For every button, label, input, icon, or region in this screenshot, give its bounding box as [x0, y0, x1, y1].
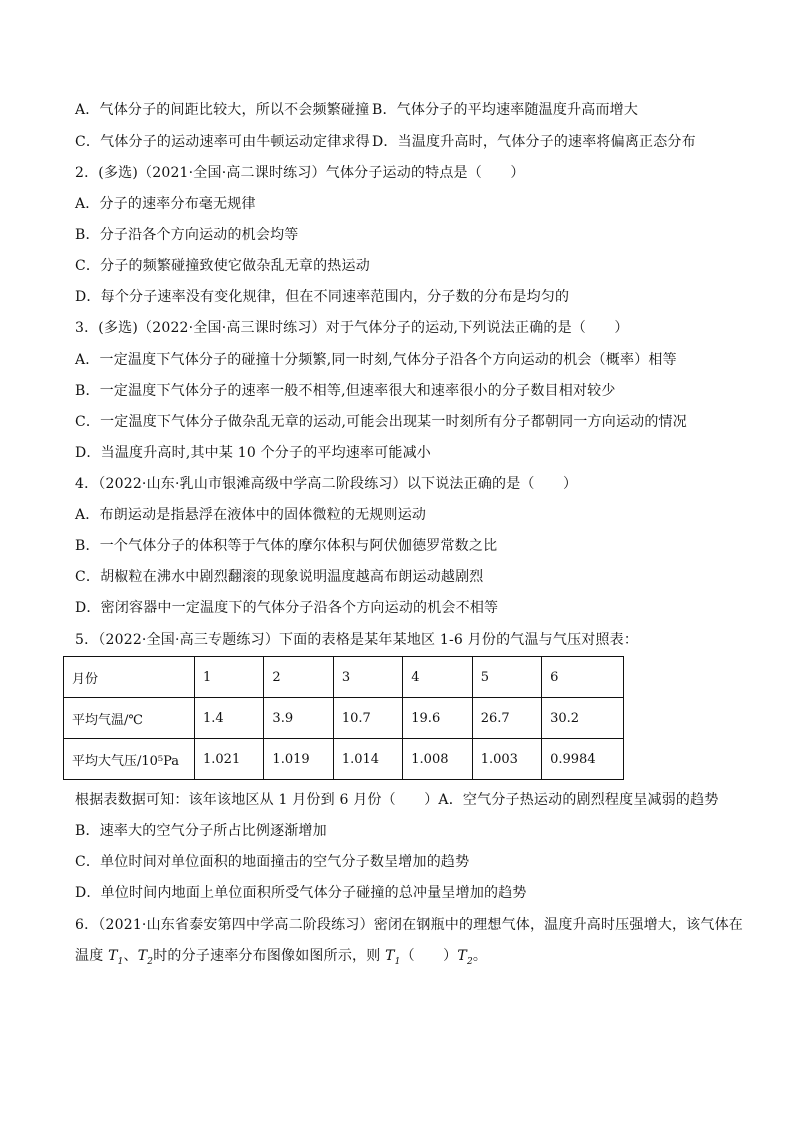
- q6-compare-t2-letter: T: [457, 948, 467, 964]
- q5-option-c: C．单位时间对单位面积的地面撞击的空气分子数呈增加的趋势: [75, 854, 470, 870]
- temperature-pressure-table: [63, 656, 624, 780]
- table-cell: 30.2: [542, 698, 624, 739]
- q5-option-b: B．速率大的空气分子所占比例逐渐增加: [75, 823, 327, 839]
- q6-text: 温度: [75, 948, 109, 964]
- table-cell: 月份: [64, 657, 195, 698]
- table-cell: 3: [333, 657, 402, 698]
- q3-option-b: B．一定温度下气体分子的速率一般不相等,但速率很大和速率很小的分子数目相对较少: [75, 383, 616, 399]
- q6-var-t1-sub: 1: [117, 956, 124, 967]
- q1-options-cd: [75, 132, 754, 152]
- q2-option-d: D．每个分子速率没有变化规律，但在不同速率范围内，分子数的分布是均匀的: [75, 289, 570, 305]
- table-cell: 10.7: [333, 698, 402, 739]
- q2-stem: 2．(多选)（2021·全国·高二课时练习）气体分子运动的特点是（ ）: [75, 165, 525, 181]
- q3-stem: 3．(多选)（2022·全国·高三课时练习）对于气体分子的运动,下列说法正确的是（ ）: [75, 320, 629, 336]
- q6-compare-t1: [385, 948, 401, 967]
- q1-option-a: A．气体分子的间距比较大，所以不会频繁碰撞: [75, 102, 370, 118]
- q3-option-c: C．一定温度下气体分子做杂乱无章的运动,可能会出现某一时刻所有分子都朝同一方向运动的情况: [75, 414, 687, 430]
- table-cell: 1.003: [472, 739, 541, 780]
- table-cell: 4: [403, 657, 472, 698]
- q4-option-d: D．密闭容器中一定温度下的气体分子沿各个方向运动的机会不相等: [75, 600, 499, 616]
- q1-options-ab: [75, 100, 754, 120]
- table-cell: 1.021: [195, 739, 264, 780]
- table-cell: 26.7: [472, 698, 541, 739]
- q1-option-d: D．当温度升高时，气体分子的速率将偏离正态分布: [372, 134, 696, 150]
- table-cell: 1.019: [264, 739, 333, 780]
- q4-stem: 4．（2022·山东·乳山市银滩高级中学高二阶段练习）以下说法正确的是（ ）: [75, 476, 578, 492]
- q6-compare-t1-letter: T: [385, 948, 395, 964]
- q6-var-t1-letter: T: [108, 948, 118, 964]
- table-cell: 1: [195, 657, 264, 698]
- q6-answer-blank: （ ）: [400, 948, 458, 964]
- q6-var-t2-letter: T: [137, 948, 148, 964]
- table-row: [64, 739, 624, 780]
- q6-var-t2-sub: 2: [147, 956, 154, 967]
- table-cell: 平均大气压/10⁵Pa: [64, 739, 195, 780]
- q3-option-d: D．当温度升高时,其中某 10 个分子的平均速率可能减小: [75, 445, 431, 461]
- table-row: [64, 657, 624, 698]
- q5-lead-and-option-a: 根据表数据可知：该年该地区从 1 月份到 6 月份（ ）A．空气分子热运动的剧烈程度呈减弱的趋势: [75, 792, 719, 808]
- q2-option-c: C．分子的频繁碰撞致使它做杂乱无章的热运动: [75, 258, 370, 274]
- q6-stem-line2: [75, 946, 754, 966]
- q6-compare-t1-sub: 1: [394, 956, 401, 967]
- q6-compare-t2: [457, 948, 473, 967]
- q6-separator: 、: [123, 948, 138, 964]
- q5-stem: 5．（2022·全国·高三专题练习）下面的表格是某年某地区 1-6 月份的气温与气压对照表：: [75, 632, 639, 648]
- table-cell: 5: [472, 657, 541, 698]
- table-cell: 6: [542, 657, 624, 698]
- q2-option-b: B．分子沿各个方向运动的机会均等: [75, 227, 299, 243]
- q4-option-c: C．胡椒粒在沸水中剧烈翻滚的现象说明温度越高布朗运动越剧烈: [75, 569, 484, 585]
- q4-option-a: A．布朗运动是指悬浮在液体中的固体微粒的无规则运动: [75, 507, 427, 523]
- table-cell: 平均气温/℃: [64, 698, 195, 739]
- table-row: [64, 698, 624, 739]
- q6-var-t1: [108, 948, 124, 967]
- table-cell: 1.014: [333, 739, 402, 780]
- table-cell: 3.9: [264, 698, 333, 739]
- table-cell: 1.4: [195, 698, 264, 739]
- table-cell: 2: [264, 657, 333, 698]
- q6-stem-line1: 6．（2021·山东省泰安第四中学高二阶段练习）密闭在钢瓶中的理想气体，温度升高时压强增大，该气体在: [75, 917, 743, 933]
- table-cell: 1.008: [403, 739, 472, 780]
- q1-option-b: B．气体分子的平均速率随温度升高而增大: [372, 102, 639, 118]
- table-cell: 0.9984: [542, 739, 624, 780]
- q3-option-a: A．一定温度下气体分子的碰撞十分频繁,同一时刻,气体分子沿各个方向运动的机会（概率）相等: [75, 352, 677, 368]
- q6-text: 时的分子速率分布图像如图所示，则: [153, 948, 386, 964]
- q6-compare-t2-sub: 2: [466, 956, 473, 967]
- q4-option-b: B．一个气体分子的体积等于气体的摩尔体积与阿伏伽德罗常数之比: [75, 538, 498, 554]
- q6-var-t2: [137, 948, 154, 967]
- q1-option-c: C．气体分子的运动速率可由牛顿运动定律求得: [75, 134, 370, 150]
- q6-period: 。: [472, 948, 488, 964]
- q5-option-d: D．单位时间内地面上单位面积所受气体分子碰撞的总冲量呈增加的趋势: [75, 885, 527, 901]
- q2-option-a: A．分子的速率分布毫无规律: [75, 196, 256, 212]
- table-cell: 19.6: [403, 698, 472, 739]
